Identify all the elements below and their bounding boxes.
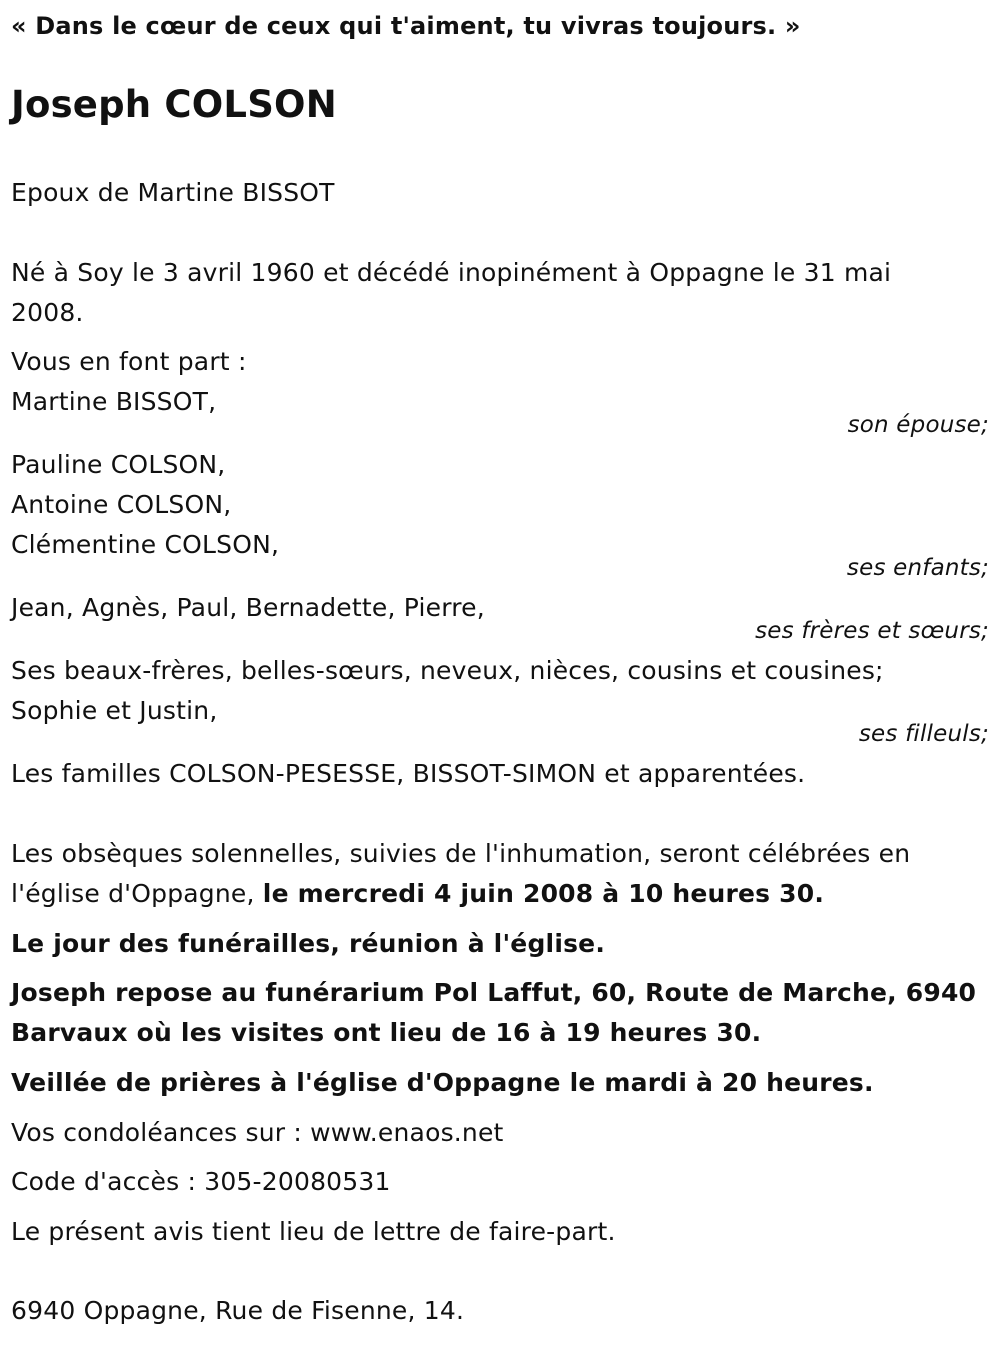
child-name: Pauline COLSON, [11, 450, 226, 479]
funeral-line-2 [11, 874, 824, 914]
child-name: Clémentine COLSON, [11, 530, 280, 559]
godchildren-role: ses filleuls; [858, 721, 989, 747]
birth-death-line-1: Né à Soy le 3 avril 1960 et décédé inopinément à Oppagne le 31 mai [11, 258, 892, 287]
siblings-names: Jean, Agnès, Paul, Bernadette, Pierre, [11, 593, 485, 622]
godchildren-names: Sophie et Justin, [11, 696, 218, 725]
spouse-role: son épouse; [847, 412, 989, 438]
notice-line: Le présent avis tient lieu de lettre de faire-part. [11, 1217, 616, 1246]
epitaph-quote: « Dans le cœur de ceux qui t'aiment, tu vivras toujours. » [11, 12, 801, 40]
announcement-line: Vous en font part : [11, 347, 247, 376]
deceased-name: Joseph COLSON [11, 83, 337, 126]
spouse-line: Epoux de Martine BISSOT [11, 178, 335, 207]
access-code-line: Code d'accès : 305-20080531 [11, 1167, 391, 1196]
visitation-line-1: Joseph repose au funérarium Pol Laffut, 60, Route de Marche, 6940 [11, 978, 977, 1007]
funeral-church: l'église d'Oppagne, [11, 879, 255, 908]
spouse-name: Martine BISSOT, [11, 387, 217, 416]
child-name: Antoine COLSON, [11, 490, 232, 519]
siblings-role: ses frères et sœurs; [755, 618, 989, 644]
condolences-line: Vos condoléances sur : www.enaos.net [11, 1118, 504, 1147]
birth-death-line-2: 2008. [11, 298, 84, 327]
children-role: ses enfants; [846, 555, 989, 581]
funeral-line-1: Les obsèques solennelles, suivies de l'inhumation, seront célébrées en [11, 839, 911, 868]
address-line: 6940 Oppagne, Rue de Fisenne, 14. [11, 1296, 465, 1325]
vigil-line: Veillée de prières à l'église d'Oppagne le mardi à 20 heures. [11, 1068, 874, 1097]
funeral-date-time: le mercredi 4 juin 2008 à 10 heures 30. [262, 879, 825, 908]
visitation-line-2: Barvaux où les visites ont lieu de 16 à 19 heures 30. [11, 1018, 762, 1047]
in-laws-line: Ses beaux-frères, belles-sœurs, neveux, nièces, cousins et cousines; [11, 656, 884, 685]
gathering-line: Le jour des funérailles, réunion à l'église. [11, 929, 606, 958]
families-line: Les familles COLSON-PESESSE, BISSOT-SIMON et apparentées. [11, 759, 806, 788]
